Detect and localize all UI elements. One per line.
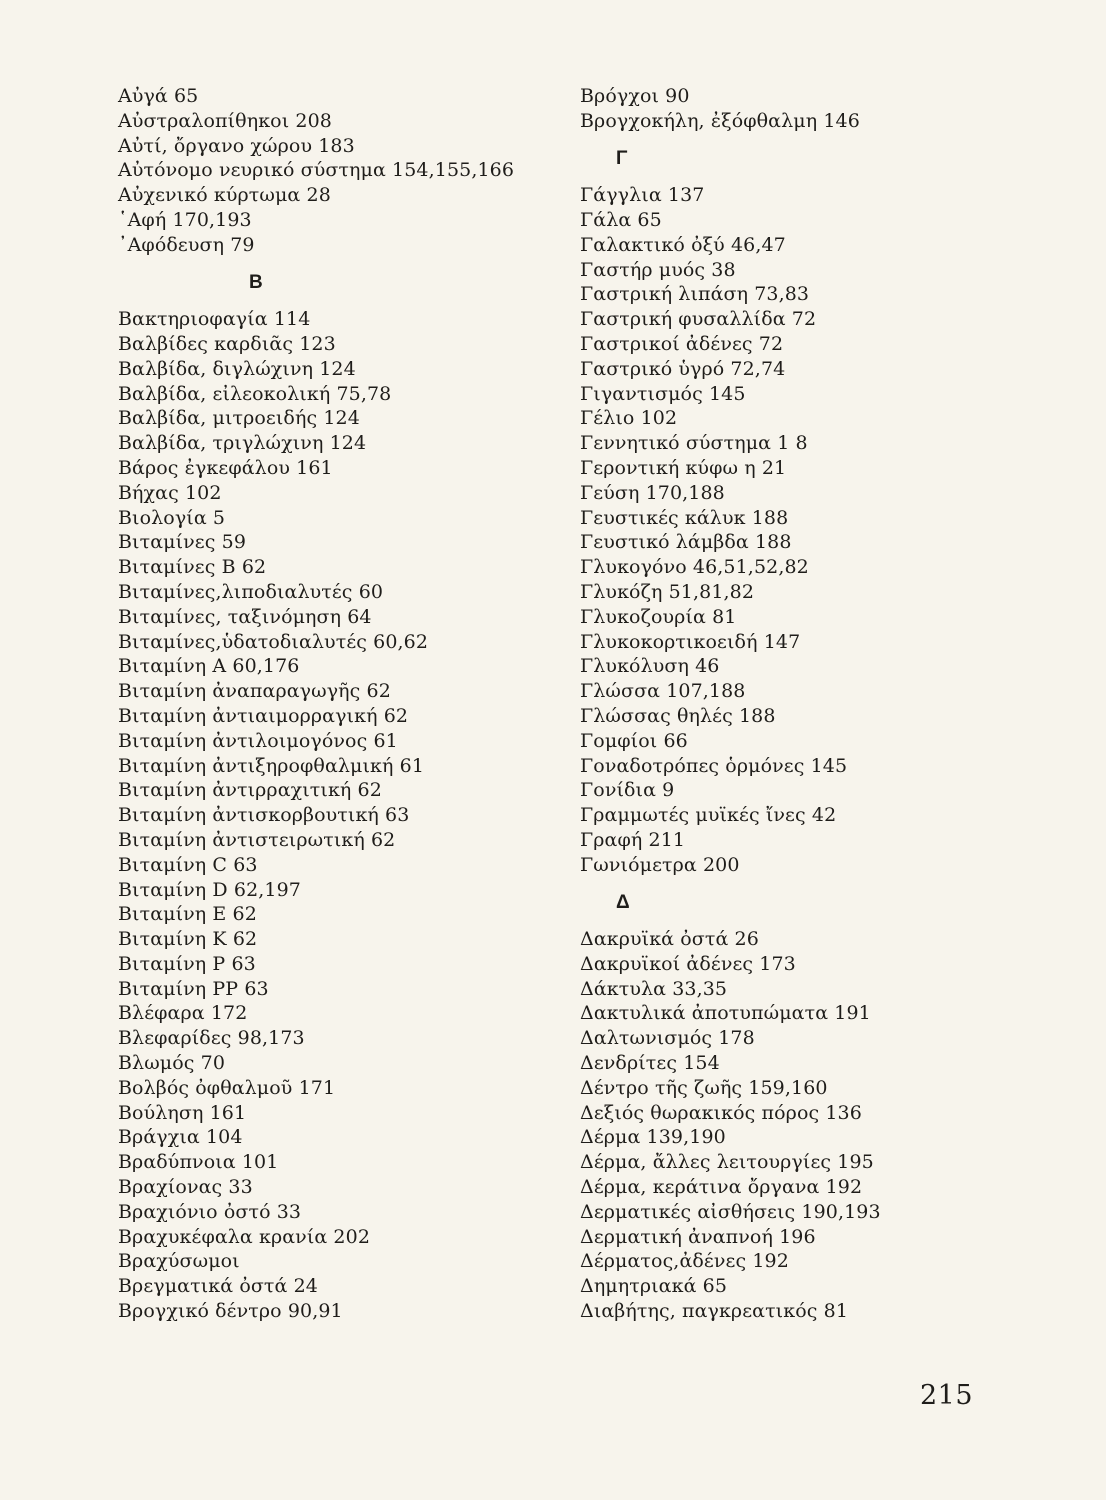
index-entry: Βιταμίνες,ὑδατοδιαλυτές 60,62 (118, 630, 429, 653)
index-entry: Βιταμίνη ἀντιξηροφθαλμική 61 (118, 754, 425, 777)
index-entry: Βιταμίνες Β 62 (118, 556, 267, 579)
index-entry: Αὐτί, ὄργανο χώρου 183 (118, 134, 355, 157)
index-entry: Βραχίονας 33 (118, 1176, 253, 1199)
index-entry: Βιταμίνη Ε 62 (118, 903, 257, 926)
index-entry: Βιταμίνη Α 60,176 (118, 655, 300, 678)
index-entry: Βραχυκέφαλα κρανία 202 (118, 1225, 371, 1248)
index-entry: Βιταμίνες,λιποδιαλυτές 60 (118, 580, 384, 603)
index-entry: Γλυκόζη 51,81,82 (580, 580, 755, 603)
index-entry: Γλυκοζουρία 81 (580, 605, 737, 628)
index-entry: Δακτυλικά ἀποτυπώματα 191 (580, 1002, 871, 1025)
index-entry: Βιταμίνη D 62,197 (118, 878, 301, 901)
index-entry: Γλυκογόνο 46,51,52,82 (580, 556, 809, 579)
index-entry: Γαστήρ μυός 38 (580, 258, 736, 281)
index-entry: Δέρμα 139,190 (580, 1126, 726, 1149)
index-entry: Βαλβίδα, μιτροειδής 124 (118, 407, 360, 430)
index-entry: Γραφή 211 (580, 828, 686, 851)
index-entry: Γιγαντισμός 145 (580, 382, 746, 405)
index-entry: Γλυκόλυση 46 (580, 655, 720, 678)
letter-heading: Γ (616, 147, 628, 169)
index-entry: Γέλιο 102 (580, 407, 678, 430)
index-entry: Βακτηριοφαγία 114 (118, 308, 311, 331)
index-entry: Δεξιός θωρακικός πόρος 136 (580, 1101, 862, 1124)
index-entry: Δακρυϊκά ὀστά 26 (580, 928, 759, 951)
index-entry: Δέρμα, κεράτινα ὄργανα 192 (580, 1176, 863, 1199)
index-entry: ῾Αφή 170,193 (118, 208, 252, 231)
index-entry: Δαλτωνισμός 178 (580, 1027, 755, 1050)
index-entry: Δερματική ἀναπνοή 196 (580, 1225, 816, 1248)
index-entry: Γεννητικό σύστημα 1 8 (580, 432, 808, 455)
index-entry: Βρογχοκήλη, ἐξόφθαλμη 146 (580, 109, 860, 132)
index-entry: Βαλβίδες καρδιᾶς 123 (118, 332, 336, 355)
index-entry: Βιταμίνη PP 63 (118, 977, 269, 1000)
index-entry: Βλωμός 70 (118, 1052, 226, 1075)
index-entry: Δάκτυλα 33,35 (580, 977, 728, 1000)
index-entry: Γονίδια 9 (580, 779, 675, 802)
index-entry: Βρόγχοι 90 (580, 85, 690, 107)
index-entry: Γεύση 170,188 (580, 481, 725, 504)
index-entry: Βαλβίδα, τριγλώχινη 124 (118, 432, 367, 455)
index-entry: Βιταμίνες, ταξινόμηση 64 (118, 605, 372, 628)
index-entry: Βλέφαρα 172 (118, 1002, 248, 1025)
index-entry: Δερματικές αἰσθήσεις 190,193 (580, 1200, 881, 1223)
index-entry: Βιταμίνη C 63 (118, 853, 258, 876)
index-entry: Βήχας 102 (118, 481, 222, 504)
index-entry: Γεροντική κύφω η 21 (580, 456, 787, 479)
index-entry: Γαστρικό ὑγρό 72,74 (580, 357, 786, 380)
index-entry: Γοναδοτρόπες ὁρμόνες 145 (580, 754, 848, 777)
index-entry: Γλώσσα 107,188 (580, 680, 746, 703)
index-entry: Δενδρίτες 154 (580, 1052, 720, 1075)
index-entry: Αὐγά 65 (118, 85, 199, 107)
index-entry: Βράγχια 104 (118, 1126, 243, 1149)
index-entry: Αὐστραλοπίθηκοι 208 (118, 109, 332, 132)
index-entry: Δημητριακά 65 (580, 1275, 728, 1298)
index-entry: Γάγγλια 137 (580, 184, 705, 207)
index-entry: Διαβήτης, παγκρεατικός 81 (580, 1300, 849, 1323)
index-entry: Βιταμίνη ἀντιλοιμογόνος 61 (118, 729, 398, 752)
index-entry: ᾿Αφόδευση 79 (118, 233, 255, 256)
index-entry: Βιταμίνη ἀναπαραγωγῆς 62 (118, 680, 391, 703)
index-entry: Δέρμα, ἄλλες λειτουργίες 195 (580, 1151, 874, 1174)
index-entry: Γλώσσας θηλές 188 (580, 704, 776, 727)
index-entry: Βραχιόνιο ὀστό 33 (118, 1200, 302, 1223)
index-entry: Γομφίοι 66 (580, 729, 688, 752)
letter-heading: Β (249, 271, 263, 293)
index-entry: Γαστρικοί ἀδένες 72 (580, 332, 784, 355)
index-entry: Βιταμίνη ἀντιρραχιτική 62 (118, 779, 382, 802)
index-entry: Βούληση 161 (118, 1101, 247, 1124)
index-entry: Βαλβίδα, εἰλεοκολική 75,78 (118, 382, 392, 405)
index-entry: Βραχύσωμοι (118, 1250, 240, 1273)
page-number: 215 (920, 1380, 974, 1411)
index-column-right (580, 84, 1020, 1324)
index-entry: Γλυκοκορτικοειδή 147 (580, 630, 801, 653)
index-entry: Αὐχενικό κύρτωμα 28 (118, 184, 331, 207)
index-entry: Δέρματος,ἀδένες 192 (580, 1250, 789, 1273)
index-entry: Βρογχικό δέντρο 90,91 (118, 1300, 343, 1323)
index-entry: Βιταμίνη ἀντιαιμορραγική 62 (118, 704, 409, 727)
index-entry: Γευστικό λάμβδα 188 (580, 531, 792, 554)
index-entry: Βιταμίνες 59 (118, 531, 247, 554)
index-entry: Δακρυϊκοί ἀδένες 173 (580, 952, 796, 975)
index-entry: Γαλακτικό ὀξύ 46,47 (580, 233, 786, 256)
index-entry: Βρεγματικά ὀστά 24 (118, 1275, 318, 1298)
index-entry: Βάρος ἐγκεφάλου 161 (118, 456, 333, 479)
index-entry: Βραδύπνοια 101 (118, 1151, 279, 1174)
index-entry: Βιολογία 5 (118, 506, 226, 529)
index-entry: Γωνιόμετρα 200 (580, 853, 740, 876)
index-entry: Βιταμίνη ἀντισκορβουτική 63 (118, 804, 410, 827)
index-entry: Δέντρο τῆς ζωῆς 159,160 (580, 1076, 828, 1099)
index-entry: Βιταμίνη ἀντιστειρωτική 62 (118, 828, 396, 851)
index-entry: Βλεφαρίδες 98,173 (118, 1027, 305, 1050)
index-column-left (118, 84, 558, 1324)
index-entry: Βολβός ὀφθαλμοῦ 171 (118, 1076, 336, 1099)
index-entry: Γευστικές κάλυκ 188 (580, 506, 789, 529)
index-entry: Βαλβίδα, διγλώχινη 124 (118, 357, 356, 380)
index-entry: Γάλα 65 (580, 208, 662, 231)
letter-heading: Δ (616, 891, 630, 913)
index-entry: Γαστρική φυσαλλίδα 72 (580, 308, 817, 331)
index-entry: Γραμμωτές μυϊκές ἴνες 42 (580, 804, 837, 827)
index-entry: Βιταμίνη Ρ 63 (118, 952, 256, 975)
index-entry: Αὐτόνομο νευρικό σύστημα 154,155,166 (118, 159, 515, 182)
index-entry: Βιταμίνη Κ 62 (118, 928, 258, 951)
index-entry: Γαστρική λιπάση 73,83 (580, 283, 810, 306)
